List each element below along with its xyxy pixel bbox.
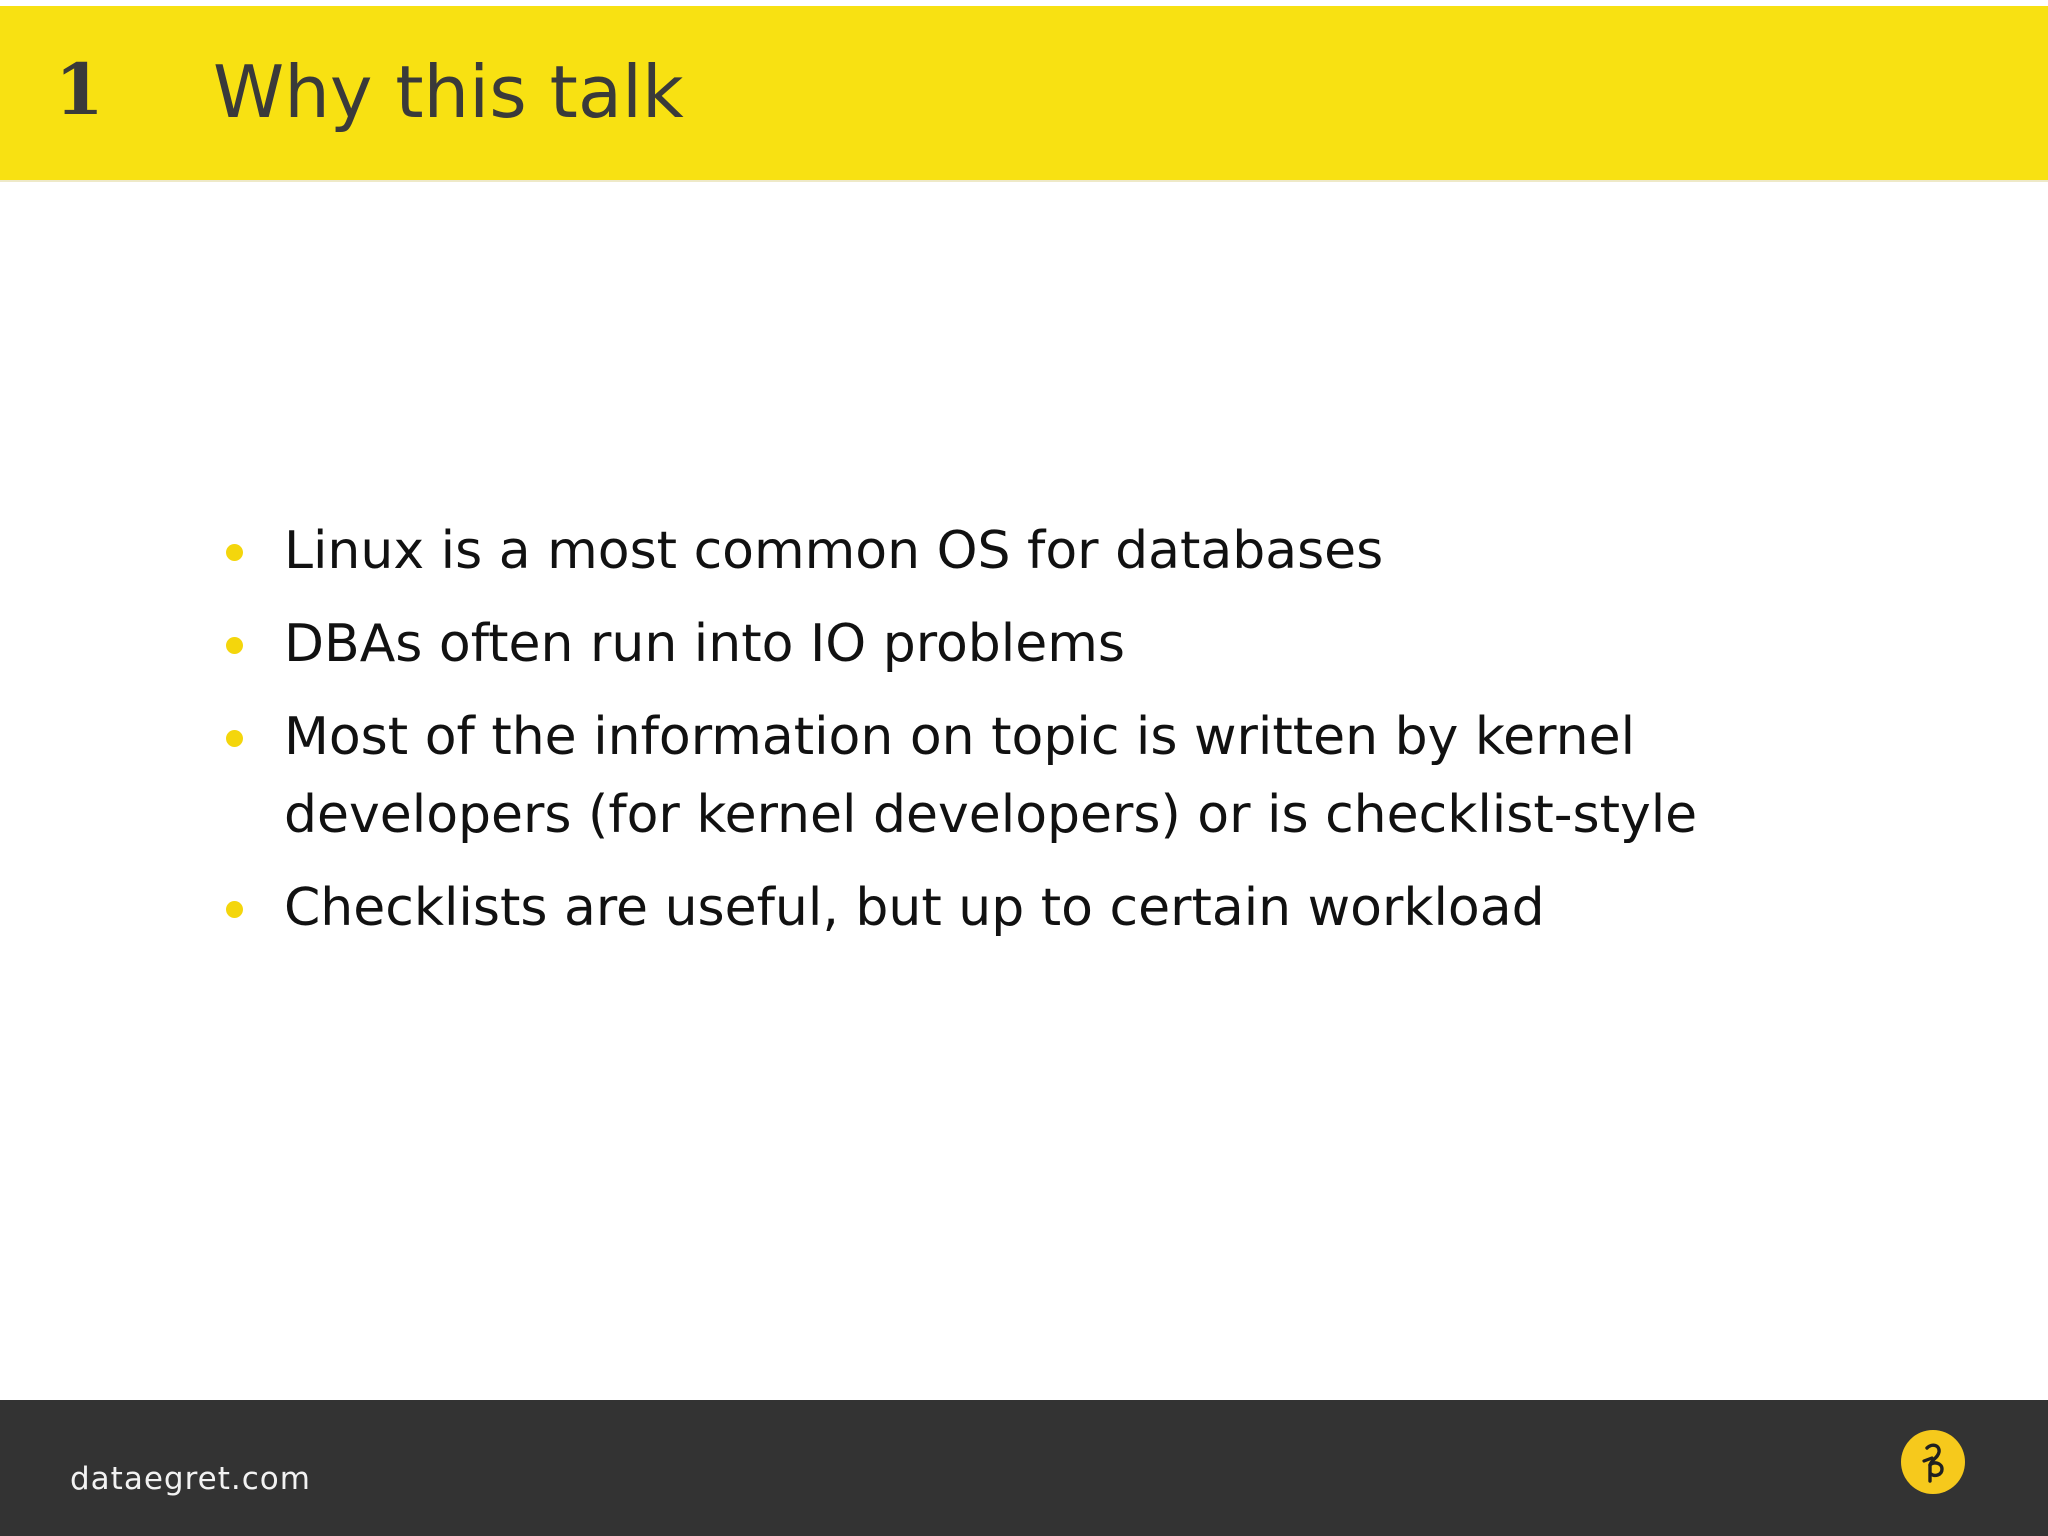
bullet-dot-icon xyxy=(226,637,243,654)
bullet-dot-icon xyxy=(226,730,243,747)
bullet-text: Most of the information on topic is written by kernel developers (for kernel developers) or is checklist-style xyxy=(284,707,1698,845)
bullet-item xyxy=(220,512,1720,590)
bullet-dot-icon xyxy=(226,544,243,561)
header-bar xyxy=(0,6,2048,182)
bullet-text: Linux is a most common OS for databases xyxy=(284,521,1384,581)
bullet-text: Checklists are useful, but up to certain workload xyxy=(284,878,1545,938)
bullet-item xyxy=(220,698,1720,854)
bullet-list xyxy=(220,512,1720,962)
bullet-text: DBAs often run into IO problems xyxy=(284,614,1125,674)
footer-website-link[interactable]: dataegret.com xyxy=(70,1461,311,1497)
bullet-dot-icon xyxy=(226,901,243,918)
bullet-item xyxy=(220,605,1720,683)
egret-logo-icon xyxy=(1901,1430,1965,1494)
section-number: 1 xyxy=(55,48,104,131)
footer-bar xyxy=(0,1400,2048,1536)
bullet-item xyxy=(220,869,1720,947)
slide-title: Why this talk xyxy=(213,50,684,134)
